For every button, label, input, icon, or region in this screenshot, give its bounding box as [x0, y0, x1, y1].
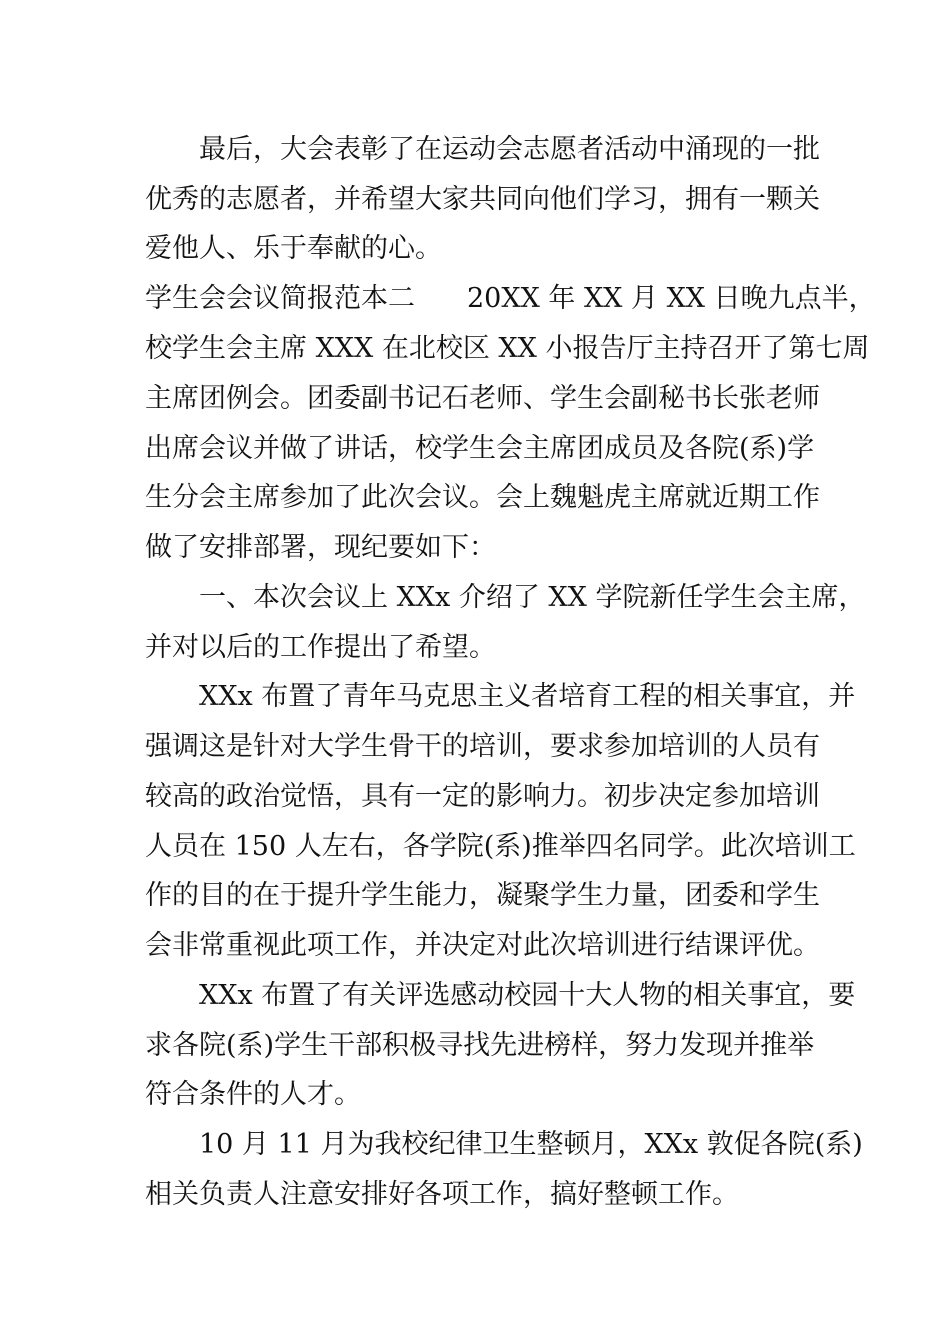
text-line: 做了安排部署，现纪要如下：	[145, 532, 496, 563]
text-line: 求各院(系)学生干部积极寻找先进榜样，努力发现并推举	[145, 1030, 815, 1061]
text-line: 生分会主席参加了此次会议。会上魏魁虎主席就近期工作	[145, 482, 820, 513]
text-line: 并对以后的工作提出了希望。	[145, 632, 496, 663]
text-line: 优秀的志愿者，并希望大家共同向他们学习，拥有一颗关	[145, 184, 820, 215]
text-line: 符合条件的人才。	[145, 1079, 361, 1110]
text-line: XXx 布置了有关评选感动校园十大人物的相关事宜，要	[199, 980, 856, 1011]
text-line: 出席会议并做了讲话，校学生会主席团成员及各院(系)学	[145, 433, 815, 464]
text-line: 强调这是针对大学生骨干的培训，要求参加培训的人员有	[145, 731, 820, 762]
text-line-heading	[145, 279, 876, 319]
text-line: 校学生会主席 XXX 在北校区 XX 小报告厅主持召开了第七周	[145, 333, 870, 364]
text-line: 最后，大会表彰了在运动会志愿者活动中涌现的一批	[199, 134, 820, 165]
text-line: XXx 布置了青年马克思主义者培育工程的相关事宜，并	[199, 681, 856, 712]
text-line: 一、本次会议上 XXx 介绍了 XX 学院新任学生会主席，	[199, 582, 866, 613]
text-line: 人员在 150 人左右，各学院(系)推举四名同学。此次培训工	[145, 831, 856, 862]
text-line: 较高的政治觉悟，具有一定的影响力。初步决定参加培训	[145, 781, 820, 812]
text-line: 爱他人、乐于奉献的心。	[145, 233, 442, 264]
text-line: 主席团例会。团委副书记石老师、学生会副秘书长张老师	[145, 383, 820, 414]
section-heading: 学生会会议简报范本二	[145, 283, 415, 314]
text-line: 10 月 11 月为我校纪律卫生整顿月，XXx 敦促各院(系)	[199, 1129, 863, 1160]
text-line: 会非常重视此项工作，并决定对此次培训进行结课评优。	[145, 930, 820, 961]
meeting-date: 20XX 年 XX 月 XX 日晚九点半，	[467, 283, 876, 314]
text-line: 相关负责人注意安排好各项工作，搞好整顿工作。	[145, 1179, 739, 1210]
text-line: 作的目的在于提升学生能力，凝聚学生力量，团委和学生	[145, 880, 820, 911]
